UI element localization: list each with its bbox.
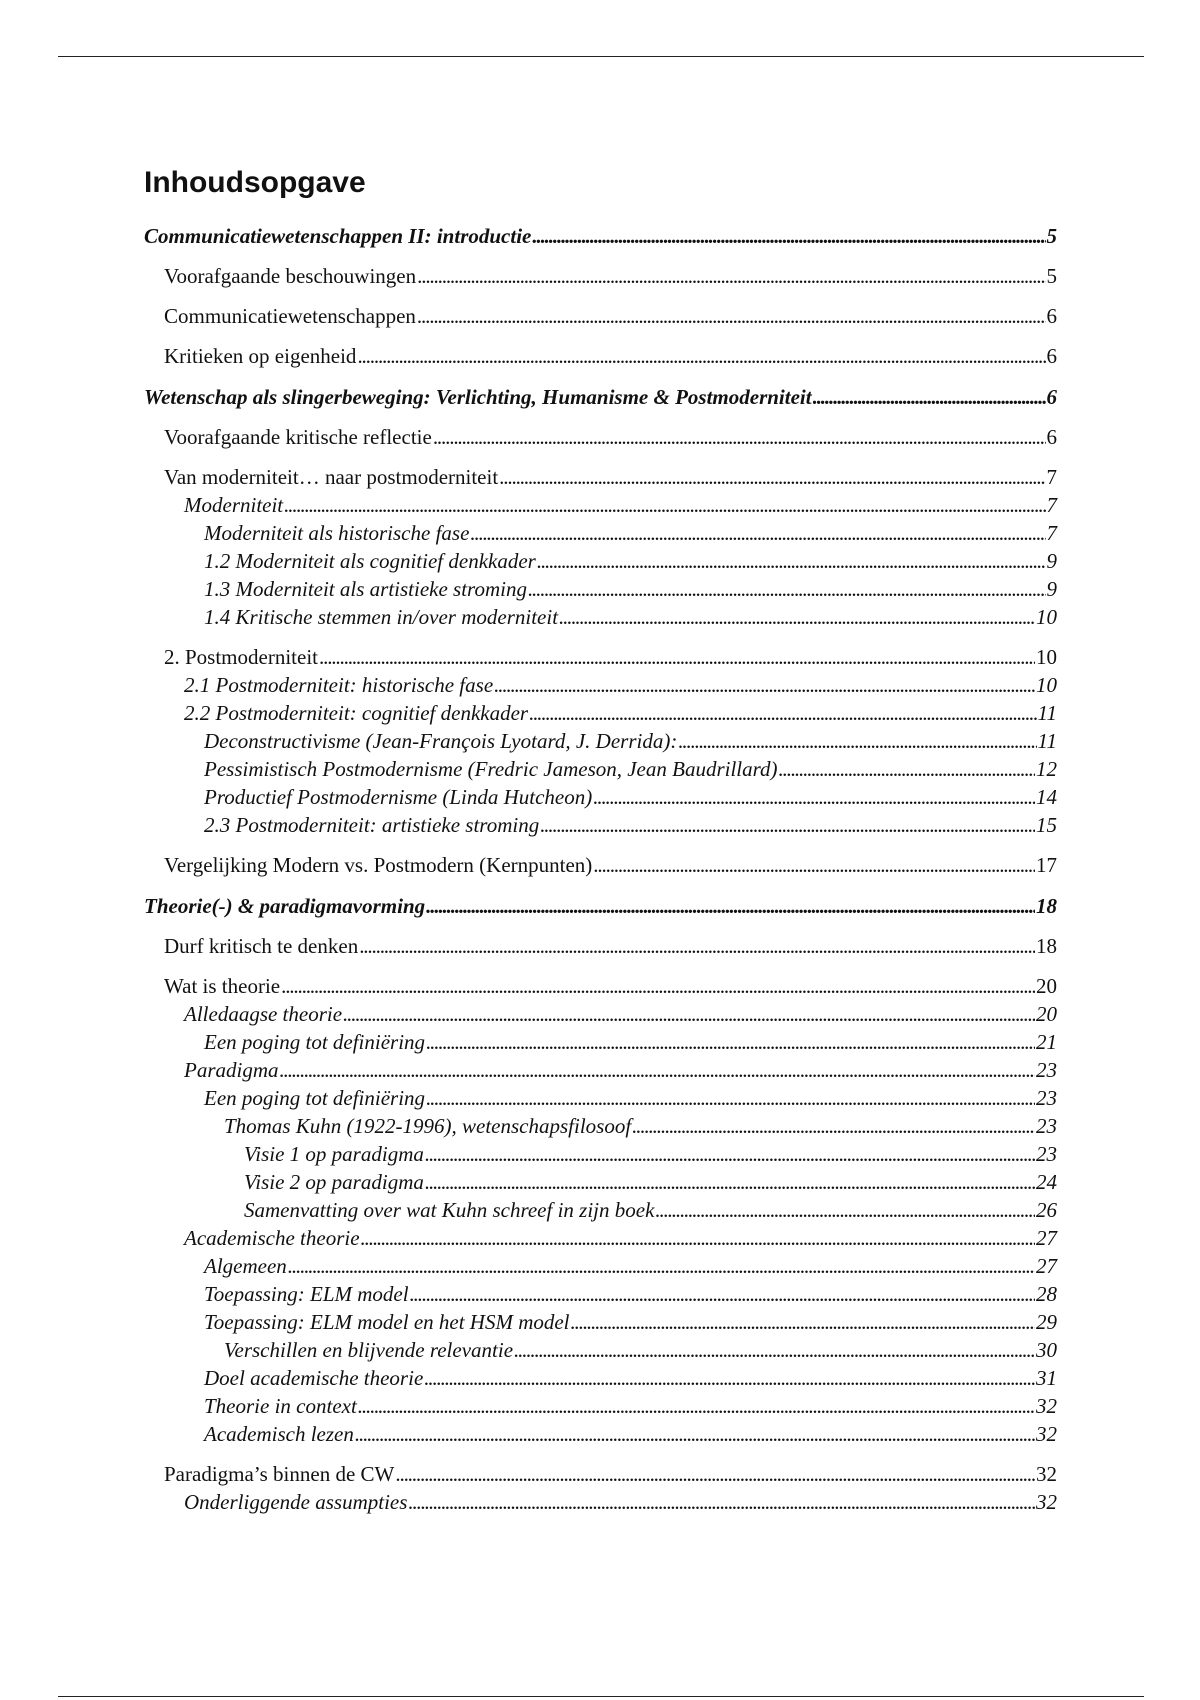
page-title: Inhoudsopgave [144, 166, 366, 199]
toc-entry-label: Thomas Kuhn (1922-1996), wetenschapsfilosoof [224, 1114, 632, 1138]
toc-entry[interactable] [144, 892, 1057, 920]
dot-leader [655, 1196, 1035, 1224]
toc-entry[interactable] [144, 1364, 1057, 1392]
toc-entry-label: Wat is theorie [164, 974, 281, 998]
toc-entry[interactable] [144, 603, 1057, 631]
toc-entry-label: Onderliggende assumpties [184, 1490, 408, 1514]
toc-entry-label: Wetenschap als slingerbeweging: Verlichting, Humanisme & Postmoderniteit [144, 385, 812, 409]
toc-entry[interactable] [144, 519, 1057, 547]
toc-entry-page-number: 6 [1046, 425, 1057, 449]
toc-entry[interactable] [144, 1488, 1057, 1516]
toc-entry[interactable] [144, 643, 1057, 671]
toc-entry-page-number: 18 [1036, 894, 1057, 918]
dot-leader [528, 575, 1046, 603]
toc-entry-page-number: 23 [1036, 1114, 1057, 1138]
toc-entry-label: 1.2 Moderniteit als cognitief denkkader [204, 549, 536, 573]
toc-entry-page-number: 9 [1046, 577, 1057, 601]
toc-entry[interactable] [144, 1140, 1057, 1168]
toc-entry-page-number: 23 [1036, 1058, 1057, 1082]
dot-leader [532, 222, 1045, 250]
dot-leader [559, 603, 1035, 631]
dot-leader [813, 383, 1046, 411]
dot-leader [355, 1420, 1035, 1448]
dot-leader [426, 1028, 1035, 1056]
dot-leader [417, 302, 1046, 330]
toc-entry-label: Visie 2 op paradigma [244, 1170, 424, 1194]
table-of-contents [144, 222, 1057, 1516]
dot-leader [529, 699, 1036, 727]
dot-leader [288, 1252, 1035, 1280]
toc-entry-page-number: 18 [1036, 934, 1057, 958]
toc-entry[interactable] [144, 1056, 1057, 1084]
toc-entry[interactable] [144, 1280, 1057, 1308]
toc-entry-label: 2.3 Postmoderniteit: artistieke stroming [204, 813, 540, 837]
toc-entry-label: Productief Postmodernisme (Linda Hutcheon) [204, 785, 593, 809]
toc-entry[interactable] [144, 463, 1057, 491]
toc-entry-label: Moderniteit als historische fase [204, 521, 470, 545]
toc-entry-page-number: 23 [1036, 1142, 1057, 1166]
dot-leader [343, 1000, 1035, 1028]
toc-entry-page-number: 5 [1046, 224, 1057, 248]
dot-leader [540, 811, 1035, 839]
toc-entry[interactable] [144, 575, 1057, 603]
toc-entry[interactable] [144, 851, 1057, 879]
toc-entry[interactable] [144, 699, 1057, 727]
toc-entry-label: Theorie in context [204, 1394, 357, 1418]
toc-entry-page-number: 29 [1036, 1310, 1057, 1334]
toc-entry[interactable] [144, 491, 1057, 519]
dot-leader [410, 1280, 1035, 1308]
dot-leader [425, 1168, 1035, 1196]
dot-leader [426, 1084, 1035, 1112]
toc-entry-page-number: 17 [1036, 853, 1057, 877]
toc-entry-label: Toepassing: ELM model en het HSM model [204, 1310, 570, 1334]
dot-leader [319, 643, 1035, 671]
dot-leader [408, 1488, 1035, 1516]
dot-leader [537, 547, 1046, 575]
toc-entry-page-number: 10 [1036, 673, 1057, 697]
toc-entry-page-number: 5 [1046, 264, 1057, 288]
toc-entry-page-number: 27 [1036, 1226, 1057, 1250]
toc-entry-label: Durf kritisch te denken [164, 934, 359, 958]
toc-entry-label: Theorie(-) & paradigmavorming [144, 894, 426, 918]
toc-entry-page-number: 7 [1046, 493, 1057, 517]
toc-entry[interactable] [144, 302, 1057, 330]
toc-entry-label: Paradigma’s binnen de CW [164, 1462, 395, 1486]
toc-entry-page-number: 14 [1036, 785, 1057, 809]
toc-entry-page-number: 6 [1046, 385, 1057, 409]
toc-entry[interactable] [144, 932, 1057, 960]
dot-leader [357, 342, 1045, 370]
toc-entry[interactable] [144, 423, 1057, 451]
toc-entry-label: Algemeen [204, 1254, 287, 1278]
toc-entry-page-number: 20 [1036, 974, 1057, 998]
toc-entry-page-number: 10 [1036, 645, 1057, 669]
toc-entry[interactable] [144, 783, 1057, 811]
dot-leader [678, 727, 1036, 755]
dot-leader [280, 1056, 1036, 1084]
toc-entry-page-number: 31 [1036, 1366, 1057, 1390]
toc-entry[interactable] [144, 671, 1057, 699]
toc-entry[interactable] [144, 1224, 1057, 1252]
toc-entry-page-number: 32 [1036, 1490, 1057, 1514]
toc-entry-page-number: 20 [1036, 1002, 1057, 1026]
toc-entry-page-number: 27 [1036, 1254, 1057, 1278]
toc-entry-label: Samenvatting over wat Kuhn schreef in zijn boek [244, 1198, 655, 1222]
toc-entry-page-number: 6 [1046, 304, 1057, 328]
toc-entry-label: Communicatiewetenschappen II: introductie [144, 224, 532, 248]
footer-rule [58, 1696, 1144, 1697]
toc-entry-page-number: 12 [1036, 757, 1057, 781]
dot-leader [593, 783, 1035, 811]
toc-entry[interactable] [144, 1308, 1057, 1336]
toc-entry-label: Een poging tot definiëring [204, 1030, 426, 1054]
toc-entry[interactable] [144, 1420, 1057, 1448]
dot-leader [514, 1336, 1035, 1364]
toc-entry-label: Voorafgaande kritische reflectie [164, 425, 432, 449]
toc-entry-label: 2.1 Postmoderniteit: historische fase [184, 673, 494, 697]
toc-entry-label: Alledaagse theorie [184, 1002, 343, 1026]
toc-entry-page-number: 11 [1037, 701, 1057, 725]
toc-entry-label: 2.2 Postmoderniteit: cognitief denkkader [184, 701, 529, 725]
dot-leader [593, 851, 1035, 879]
toc-entry[interactable] [144, 342, 1057, 370]
dot-leader [425, 1140, 1035, 1168]
toc-entry[interactable] [144, 1252, 1057, 1280]
dot-leader [284, 491, 1045, 519]
toc-entry-label: 2. Postmoderniteit [164, 645, 318, 669]
toc-entry[interactable] [144, 1196, 1057, 1224]
toc-entry[interactable] [144, 1028, 1057, 1056]
dot-leader [426, 892, 1035, 920]
toc-entry-page-number: 15 [1036, 813, 1057, 837]
dot-leader [281, 972, 1035, 1000]
toc-entry-label: 1.3 Moderniteit als artistieke stroming [204, 577, 527, 601]
dot-leader [417, 262, 1045, 290]
toc-entry-page-number: 24 [1036, 1170, 1057, 1194]
toc-entry-page-number: 7 [1046, 521, 1057, 545]
toc-entry[interactable] [144, 1084, 1057, 1112]
toc-entry[interactable] [144, 727, 1057, 755]
dot-leader [361, 1224, 1035, 1252]
toc-entry[interactable] [144, 1168, 1057, 1196]
toc-entry[interactable] [144, 547, 1057, 575]
toc-entry[interactable] [144, 755, 1057, 783]
toc-entry-label: Kritieken op eigenheid [164, 344, 357, 368]
toc-entry-label: Verschillen en blijvende relevantie [224, 1338, 514, 1362]
dot-leader [424, 1364, 1035, 1392]
toc-entry-page-number: 7 [1046, 465, 1057, 489]
dot-leader [433, 423, 1046, 451]
dot-leader [359, 932, 1035, 960]
toc-entry-label: Visie 1 op paradigma [244, 1142, 424, 1166]
toc-entry[interactable] [144, 1000, 1057, 1028]
toc-entry-label: Academisch lezen [204, 1422, 354, 1446]
toc-entry[interactable] [144, 383, 1057, 411]
header-rule [58, 56, 1144, 57]
toc-entry-label: 1.4 Kritische stemmen in/over moderniteit [204, 605, 559, 629]
toc-entry-page-number: 28 [1036, 1282, 1057, 1306]
toc-entry-label: Communicatiewetenschappen [164, 304, 416, 328]
toc-entry[interactable] [144, 262, 1057, 290]
toc-entry-page-number: 32 [1036, 1462, 1057, 1486]
toc-entry-label: Deconstructivisme (Jean-François Lyotard, J. Derrida): [204, 729, 678, 753]
toc-entry-label: Moderniteit [184, 493, 284, 517]
toc-entry-label: Academische theorie [184, 1226, 360, 1250]
dot-leader [571, 1308, 1035, 1336]
toc-entry-page-number: 9 [1046, 549, 1057, 573]
toc-entry[interactable] [144, 1112, 1057, 1140]
toc-entry-page-number: 32 [1036, 1422, 1057, 1446]
toc-entry-label: Paradigma [184, 1058, 279, 1082]
toc-entry-page-number: 23 [1036, 1086, 1057, 1110]
dot-leader [470, 519, 1045, 547]
toc-entry-label: Een poging tot definiëring [204, 1086, 426, 1110]
toc-entry-page-number: 26 [1036, 1198, 1057, 1222]
dot-leader [395, 1460, 1035, 1488]
dot-leader [499, 463, 1045, 491]
dot-leader [358, 1392, 1035, 1420]
toc-entry[interactable] [144, 1392, 1057, 1420]
toc-entry-page-number: 21 [1036, 1030, 1057, 1054]
toc-entry-label: Pessimistisch Postmodernisme (Fredric Jameson, Jean Baudrillard) [204, 757, 778, 781]
toc-entry-label: Doel academische theorie [204, 1366, 424, 1390]
toc-entry-label: Voorafgaande beschouwingen [164, 264, 417, 288]
toc-entry-page-number: 6 [1046, 344, 1057, 368]
dot-leader [632, 1112, 1035, 1140]
toc-entry-page-number: 10 [1036, 605, 1057, 629]
dot-leader [494, 671, 1035, 699]
toc-entry[interactable] [144, 1460, 1057, 1488]
dot-leader [779, 755, 1035, 783]
toc-entry-page-number: 32 [1036, 1394, 1057, 1418]
toc-entry[interactable] [144, 1336, 1057, 1364]
toc-entry-page-number: 30 [1036, 1338, 1057, 1362]
toc-entry-label: Toepassing: ELM model [204, 1282, 409, 1306]
toc-entry[interactable] [144, 972, 1057, 1000]
toc-entry[interactable] [144, 811, 1057, 839]
toc-entry[interactable] [144, 222, 1057, 250]
toc-entry-label: Van moderniteit… naar postmoderniteit [164, 465, 499, 489]
toc-entry-label: Vergelijking Modern vs. Postmodern (Kernpunten) [164, 853, 593, 877]
toc-entry-page-number: 11 [1037, 729, 1057, 753]
